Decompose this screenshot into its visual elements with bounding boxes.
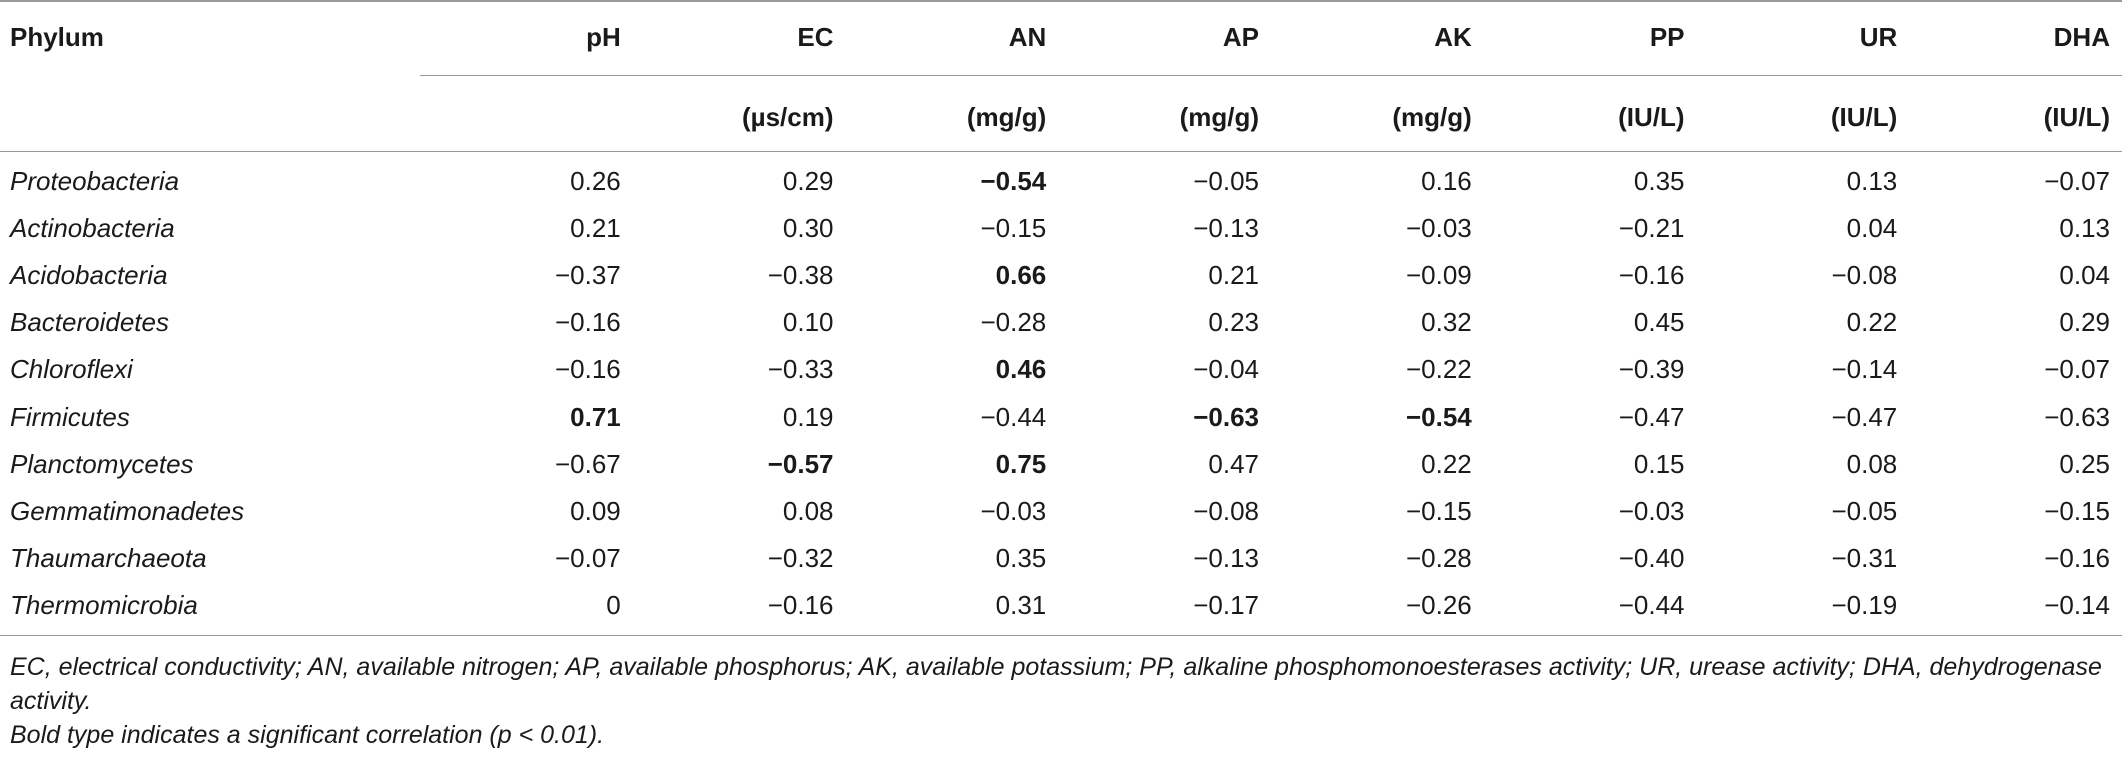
table-cell: −0.54	[980, 165, 1047, 196]
table-cell: −0.54	[1405, 401, 1472, 432]
table-cell: 0.21	[570, 212, 621, 243]
table-cell: −0.63	[1193, 401, 1259, 432]
table-cell: −0.28	[980, 307, 1047, 338]
table-cell: 0.13	[1846, 165, 1898, 196]
row-label-phylum: Chloroflexi	[10, 354, 133, 385]
table-cell: −0.03	[1618, 495, 1685, 526]
table-cell: −0.07	[2044, 165, 2110, 196]
row-label-phylum: Planctomycetes	[10, 448, 194, 479]
table-cell: −0.03	[1405, 212, 1472, 243]
table-cell: 0.32	[1421, 307, 1472, 338]
table-cell: 0.08	[1846, 448, 1898, 479]
table-cell: −0.05	[1193, 165, 1259, 196]
table-cell: −0.63	[2044, 401, 2110, 432]
table-cell: −0.21	[1618, 212, 1685, 243]
table-cell: −0.08	[1193, 495, 1259, 526]
footnote-significance: Bold type indicates a significant correlation (p < 0.01).	[10, 721, 605, 749]
table-cell: −0.16	[554, 307, 621, 338]
row-label-phylum: Acidobacteria	[10, 259, 168, 290]
table-cell: −0.13	[1193, 543, 1259, 574]
table-cell: −0.08	[1831, 259, 1898, 290]
table-cell: −0.37	[554, 259, 621, 290]
table-cell: 0.13	[2059, 212, 2110, 243]
column-header-phylum: Phylum	[0, 1, 420, 151]
table-body	[0, 151, 2122, 636]
row-label-phylum: Proteobacteria	[10, 165, 180, 196]
column-header-ap: AP	[1058, 1, 1271, 75]
table-cell: 0.04	[1846, 212, 1898, 243]
table-cell: −0.33	[767, 354, 834, 385]
table-cell: 0.35	[995, 543, 1047, 574]
table-cell: −0.07	[554, 543, 621, 574]
table-row	[0, 346, 2122, 393]
table-cell: 0.75	[995, 448, 1047, 479]
table-row	[0, 252, 2122, 299]
unit-ur: (IU/L)	[1697, 75, 1910, 151]
table-row	[0, 441, 2122, 488]
unit-ph	[420, 75, 633, 151]
column-header-ak: AK	[1271, 1, 1484, 75]
column-header-ph: pH	[420, 1, 633, 75]
table-row	[0, 393, 2122, 440]
table-cell: 0.19	[782, 401, 834, 432]
table-cell: 0.22	[1421, 448, 1472, 479]
table-cell: 0.22	[1846, 307, 1898, 338]
row-label-phylum: Firmicutes	[10, 401, 130, 432]
table-cell: −0.19	[1697, 582, 1910, 636]
row-label-phylum: Bacteroidetes	[10, 307, 169, 338]
table-cell: 0.71	[570, 401, 621, 432]
table-cell: 0.46	[995, 354, 1047, 385]
table-cell: −0.07	[2044, 354, 2110, 385]
table-cell: −0.39	[1618, 354, 1685, 385]
row-label-phylum: Gemmatimonadetes	[10, 495, 245, 526]
table-cell: 0.10	[782, 307, 834, 338]
column-header-ec: EC	[633, 1, 846, 75]
unit-ak: (mg/g)	[1271, 75, 1484, 151]
column-header-dha: DHA	[1909, 1, 2122, 75]
table-cell: −0.14	[1909, 582, 2122, 636]
table-cell: 0.29	[2059, 307, 2110, 338]
table-cell: −0.47	[1618, 401, 1685, 432]
table-cell: −0.38	[767, 259, 834, 290]
table-cell: 0.35	[1633, 165, 1685, 196]
table-row	[0, 205, 2122, 252]
unit-ap: (mg/g)	[1058, 75, 1271, 151]
table-cell: −0.44	[980, 401, 1047, 432]
table-cell: 0	[420, 582, 633, 636]
table-cell: −0.31	[1831, 543, 1898, 574]
column-header-pp: PP	[1484, 1, 1697, 75]
table-cell: −0.22	[1405, 354, 1472, 385]
row-label-phylum: Thaumarchaeota	[10, 543, 207, 574]
table-cell: −0.09	[1405, 259, 1472, 290]
table-cell: −0.14	[1831, 354, 1898, 385]
row-label-phylum: Thermomicrobia	[0, 582, 420, 636]
table-row	[0, 488, 2122, 535]
table-row	[0, 582, 2122, 636]
table-cell: 0.30	[782, 212, 834, 243]
table-cell: −0.04	[1193, 354, 1259, 385]
table-cell: −0.57	[767, 448, 834, 479]
unit-dha: (IU/L)	[1909, 75, 2122, 151]
table-cell: 0.31	[846, 582, 1059, 636]
table-cell: 0.47	[1208, 448, 1259, 479]
table-cell: −0.15	[980, 212, 1047, 243]
table-cell: 0.21	[1208, 259, 1259, 290]
table-cell: −0.16	[2044, 543, 2110, 574]
table-footnotes	[10, 650, 2110, 752]
table-cell: 0.66	[995, 259, 1047, 290]
table-cell: 0.45	[1633, 307, 1685, 338]
table-cell: 0.29	[782, 165, 834, 196]
footnote-abbreviations: EC, electrical conductivity; AN, available nitrogen; AP, available phosphorus; AK, available potassium; PP, alkaline phosphomonoesterases activity; UR, urease activity; DHA, dehydrogenase activity.	[10, 653, 2102, 715]
table-row	[0, 299, 2122, 346]
table-cell: −0.16	[1618, 259, 1685, 290]
table-cell: −0.17	[1058, 582, 1271, 636]
table-cell: 0.15	[1633, 448, 1685, 479]
table-cell: −0.26	[1271, 582, 1484, 636]
table-cell: −0.03	[980, 495, 1047, 526]
table-cell: 0.26	[570, 165, 621, 196]
table-cell: −0.05	[1831, 495, 1898, 526]
table-cell: −0.47	[1831, 401, 1898, 432]
table-cell: 0.16	[1421, 165, 1472, 196]
unit-an: (mg/g)	[846, 75, 1059, 151]
table-cell: −0.32	[767, 543, 834, 574]
unit-ec: (µs/cm)	[633, 75, 846, 151]
table-cell: 0.25	[2059, 448, 2110, 479]
header-row	[0, 1, 2122, 75]
table-cell: −0.40	[1618, 543, 1685, 574]
table-cell: 0.09	[570, 495, 621, 526]
table-cell: 0.04	[2059, 259, 2110, 290]
table-cell: −0.15	[2044, 495, 2110, 526]
table-cell: −0.16	[554, 354, 621, 385]
table-row	[0, 151, 2122, 205]
table-cell: −0.44	[1484, 582, 1697, 636]
column-header-an: AN	[846, 1, 1059, 75]
table-cell: −0.13	[1193, 212, 1259, 243]
table-cell: −0.16	[633, 582, 846, 636]
table-cell: 0.08	[782, 495, 834, 526]
table-row	[0, 535, 2122, 582]
row-label-phylum: Actinobacteria	[10, 212, 175, 243]
column-header-ur: UR	[1697, 1, 1910, 75]
table-cell: −0.15	[1405, 495, 1472, 526]
unit-pp: (IU/L)	[1484, 75, 1697, 151]
table-cell: −0.28	[1405, 543, 1472, 574]
table-cell: 0.23	[1208, 307, 1259, 338]
table-cell: −0.67	[554, 448, 621, 479]
